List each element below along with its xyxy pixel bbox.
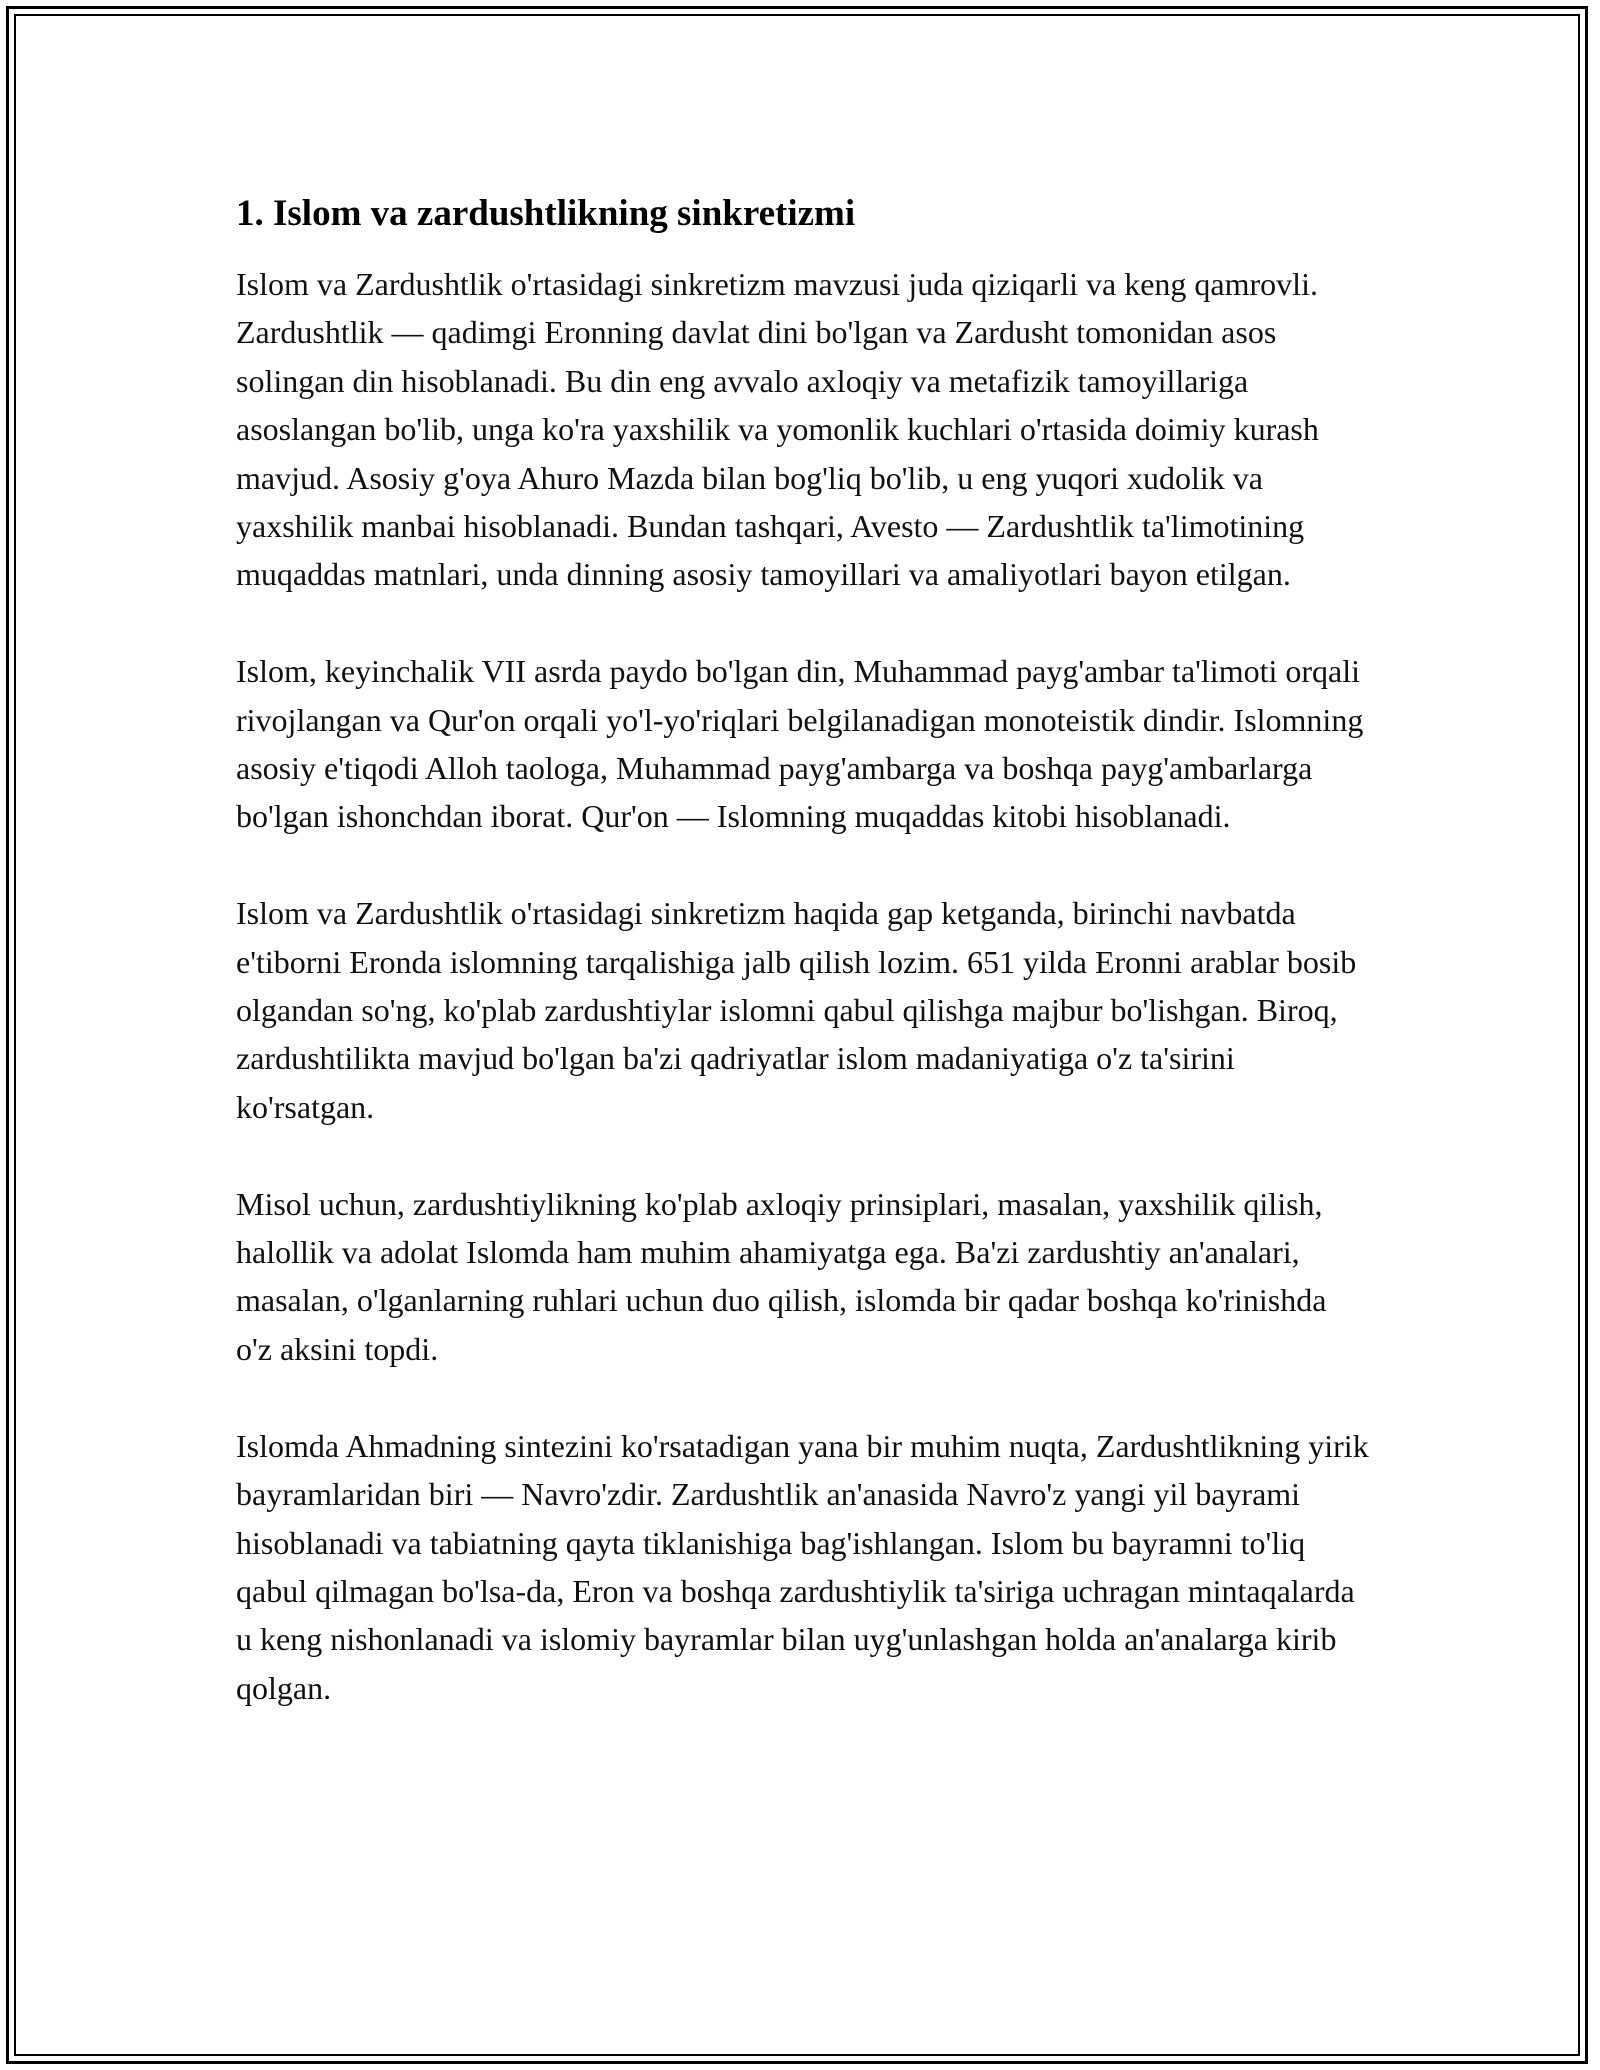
paragraph-1: Islom va Zardushtlik o'rtasidagi sinkretizm mavzusi juda qiziqarli va keng qamrovli. Zardushtlik — qadimgi Eronning davlat dini bo'lgan va Zardusht tomonidan asos solingan din hisoblanadi. Bu din eng avvalo axloqiy va metafizik tamoyillariga asoslangan bo'lib, unga ko'ra yaxshilik va yomonlik kuchlari o'rtasida doimiy kurash mavjud. Asosiy g'oya Ahuro Mazda bilan bog'liq bo'lib, u eng yuqori xudolik va yaxshilik manbai hisoblanadi. Bundan tashqari, Avesto — Zardushtlik ta'limotining muqaddas matnlari, unda dinning asosiy tamoyillari va amaliyotlari bayon etilgan. xyxy=(236,266,1319,593)
paragraph-4: Misol uchun, zardushtiylikning ko'plab axloqiy prinsiplari, masalan, yaxshilik qilish, halollik va adolat Islomda ham muhim ahamiyatga ega. Ba'zi zardushtiy an'analari, masalan, o'lganlarning ruhlari uchun duo qilish, islomda bir qadar boshqa ko'rinishda o'z aksini topdi. xyxy=(236,1185,1327,1367)
section-heading: 1. Islom va zardushtlikning sinkretizmi xyxy=(236,193,856,234)
paragraph-5: Islomda Ahmadning sintezini ko'rsatadigan yana bir muhim nuqta, Zardushtlikning yirik bayramlaridan biri — Navro'zdir. Zardushtlik an'anasida Navro'z yangi yil bayrami hisoblanadi va tabiatning qayta tiklanishiga bag'ishlangan. Islom bu bayramni to'liq qabul qilmagan bo'lsa-da, Eron va boshqa zardushtiylik ta'siriga uchragan mintaqalarda u keng nishonlanadi va islomiy bayramlar bilan uyg'unlashgan holda an'analarga kirib qolgan. xyxy=(236,1427,1369,1706)
document-body xyxy=(236,186,1370,1712)
paragraph-2: Islom, keyinchalik VII asrda paydo bo'lgan din, Muhammad payg'ambar ta'limoti orqali rivojlangan va Qur'on orqali yo'l-yo'riqlari belgilanadigan monoteistik dindir. Islomning asosiy e'tiqodi Alloh taologa, Muhammad payg'ambarga va boshqa payg'ambarlarga bo'lgan ishonchdan iborat. Qur'on — Islomning muqaddas kitobi hisoblanadi. xyxy=(236,653,1364,835)
paragraph-3: Islom va Zardushtlik o'rtasidagi sinkretizm haqida gap ketganda, birinchi navbatda e'tiborni Eronda islomning tarqalishiga jalb qilish lozim. 651 yilda Eronni arablar bosib olgandan so'ng, ko'plab zardushtiylar islomni qabul qilishga majbur bo'lishgan. Biroq, zardushtilikta mavjud bo'lgan ba'zi qadriyatlar islom madaniyatiga o'z ta'sirini ko'rsatgan. xyxy=(236,895,1357,1125)
